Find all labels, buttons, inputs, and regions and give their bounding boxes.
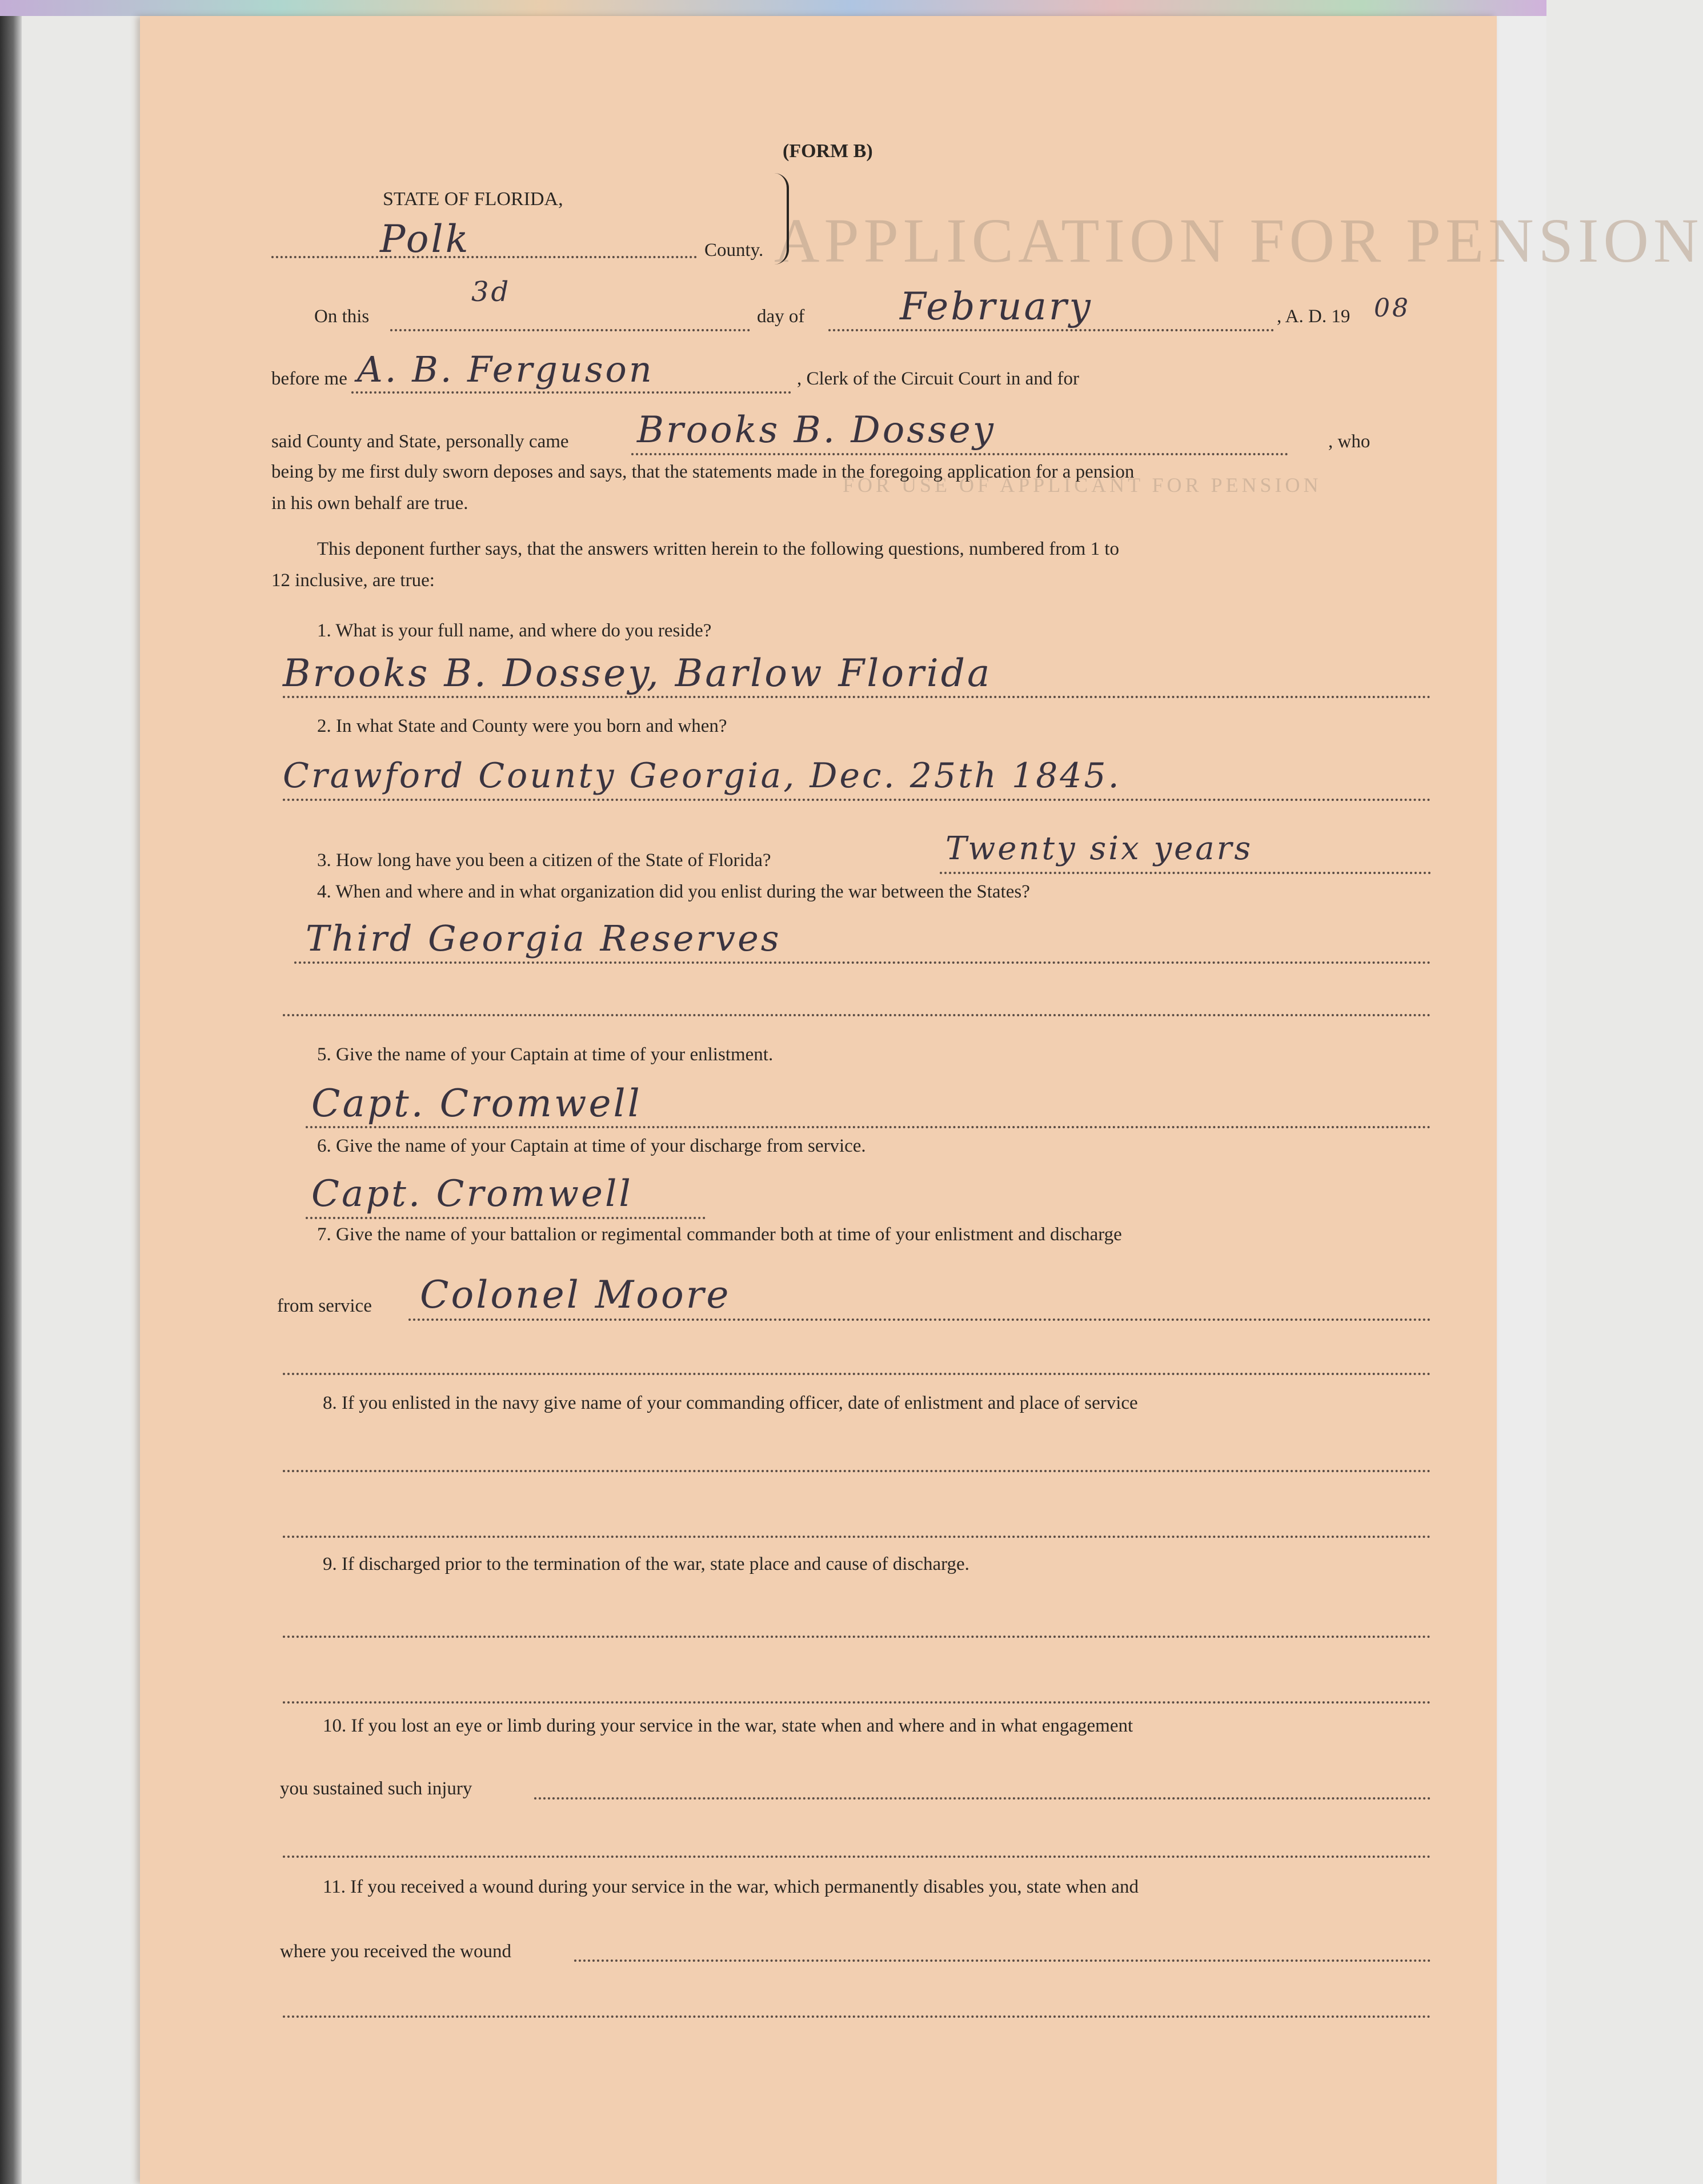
- answer-5: Capt. Cromwell: [311, 1081, 642, 1125]
- question-5: 5. Give the name of your Captain at time of your enlistment.: [317, 1044, 774, 1065]
- form-label: (FORM B): [783, 141, 873, 162]
- applicant-name: Brooks B. Dossey: [637, 409, 996, 451]
- question-6: 6. Give the name of your Captain at time of your discharge from service.: [317, 1136, 866, 1156]
- answer-6: Capt. Cromwell: [311, 1173, 633, 1215]
- answer-2-dots: [283, 799, 1431, 801]
- answer-4-extra-dots: [283, 1014, 1431, 1016]
- question-1: 1. What is your full name, and where do you reside?: [317, 620, 712, 641]
- scan-color-strip: [0, 0, 1546, 16]
- answer-3: Twenty six years: [945, 830, 1253, 867]
- month-dots: [828, 329, 1274, 331]
- day-of-label: day of: [757, 306, 805, 327]
- year-prefix: , A. D. 19: [1277, 306, 1351, 327]
- question-7: 7. Give the name of your battalion or regimental commander both at time of your enlistment and discharge: [317, 1224, 1122, 1245]
- scan-right-margin: [1497, 16, 1546, 2184]
- answer-3-dots: [940, 872, 1431, 874]
- bleed-through-title: APPLICATION FOR PENSION: [774, 206, 1703, 275]
- question-4: 4. When and where and in what organization did you enlist during the war between the States?: [317, 881, 1030, 902]
- bleed-through-subtitle: FOR USE OF APPLICANT FOR PENSION: [843, 474, 1322, 496]
- answer-10-dots-1: [534, 1797, 1431, 1800]
- form-page: [140, 16, 1703, 2184]
- question-10-prefix: you sustained such injury: [280, 1778, 472, 1799]
- deponent-line-1: This deponent further says, that the answers written herein to the following questions, numbered from 1 to: [317, 539, 1120, 559]
- answer-7-dots: [408, 1319, 1431, 1321]
- answer-7-extra-dots: [283, 1373, 1431, 1375]
- state-heading: STATE OF FLORIDA,: [383, 189, 563, 210]
- answer-1-dots: [283, 696, 1431, 698]
- answer-8-dots-2: [283, 1536, 1431, 1538]
- answer-2: Crawford County Georgia, Dec. 25th 1845.: [283, 756, 1121, 796]
- answer-9-dots-2: [283, 1701, 1431, 1704]
- question-11-prefix: where you received the wound: [280, 1941, 512, 1962]
- answer-8-dots-1: [283, 1470, 1431, 1472]
- question-11: 11. If you received a wound during your service in the war, which permanently disables you, state when and: [323, 1877, 1139, 1897]
- answer-4-dots: [294, 961, 1431, 964]
- county-value: Polk: [380, 217, 471, 261]
- question-10: 10. If you lost an eye or limb during your service in the war, state when and where and in what engagement: [323, 1716, 1133, 1736]
- question-3: 3. How long have you been a citizen of the State of Florida?: [317, 850, 771, 871]
- oath-line-1: being by me first duly sworn deposes and says, that the statements made in the foregoing application for a pension: [271, 462, 1135, 482]
- county-dots: [271, 256, 697, 258]
- answer-1: Brooks B. Dossey, Barlow Florida: [283, 651, 992, 695]
- clerk-name: A. B. Ferguson: [357, 348, 654, 390]
- question-2: 2. In what State and County were you born and when?: [317, 716, 727, 736]
- date-prefix: On this: [314, 306, 370, 327]
- applicant-dots: [631, 453, 1288, 455]
- came-suffix: , who: [1328, 431, 1371, 452]
- deponent-line-2: 12 inclusive, are true:: [271, 570, 435, 591]
- header-brace: [774, 173, 789, 265]
- question-8: 8. If you enlisted in the navy give name of your commanding officer, date of enlistment and place of service: [323, 1393, 1138, 1413]
- came-prefix: said County and State, personally came: [271, 431, 569, 452]
- month-value: February: [900, 284, 1093, 328]
- answer-5-dots: [306, 1126, 1431, 1128]
- answer-6-dots: [306, 1217, 706, 1219]
- oath-line-2: in his own behalf are true.: [271, 493, 468, 514]
- before-suffix: , Clerk of the Circuit Court in and for: [797, 368, 1079, 389]
- county-label: County.: [704, 240, 764, 261]
- year-value: 08: [1374, 294, 1411, 323]
- clerk-dots: [351, 391, 791, 394]
- day-dots: [390, 329, 750, 331]
- answer-9-dots-1: [283, 1636, 1431, 1638]
- answer-11-dots-2: [283, 2015, 1431, 2018]
- day-value: 3d: [471, 276, 511, 308]
- answer-4: Third Georgia Reserves: [306, 917, 782, 959]
- question-7-prefix: from service: [277, 1296, 372, 1316]
- answer-11-dots-1: [574, 1959, 1431, 1962]
- before-prefix: before me: [271, 368, 347, 389]
- question-9: 9. If discharged prior to the termination of the war, state place and cause of discharge.: [323, 1554, 969, 1574]
- answer-10-dots-2: [283, 1856, 1431, 1858]
- answer-7: Colonel Moore: [420, 1273, 731, 1317]
- scan-left-edge: [0, 16, 22, 2184]
